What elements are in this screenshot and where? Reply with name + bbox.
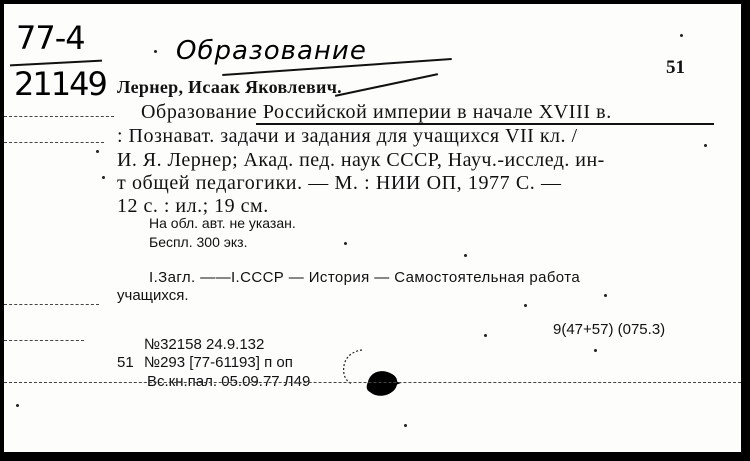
scan-speck [344,242,347,245]
author-heading: Лернер, Исаак Яковлевич. [117,77,342,97]
record-line-2: №293 [77-61193] п оп [144,354,293,371]
ruled-line-guide-5 [4,340,84,341]
note-line-2: Беспл. 300 экз. [149,234,248,250]
scan-speck [464,254,467,257]
handwritten-accession-bottom: 21149 [14,65,106,103]
scan-speck [594,349,597,352]
record-line-2-prefix: 51 [117,354,134,371]
scan-speck [16,404,19,407]
title-line-1: Образование Российской империи в начале XVIII в. [141,101,612,123]
subject-tracing-line-1: I.Загл. ——I.СССР — История — Самостоятельная работа [149,269,581,286]
scan-speck [154,50,157,53]
scan-speck [96,150,99,153]
classification-index: 9(47+57) (075.3) [553,321,666,338]
scan-speck [102,176,105,179]
title-line-4: т общей педагогики. — М. : НИИ ОП, 1977 С. — [117,172,562,194]
page-number: 51 [666,57,685,78]
library-catalog-card [4,4,741,452]
title-line-5: 12 с. : ил.; 19 см. [117,195,269,217]
subject-tracing-line-2: учащихся. [117,287,189,304]
ruled-line-guide-1 [4,382,741,383]
ruled-line-guide-4 [4,304,99,305]
scan-speck [604,294,607,297]
scan-speck [524,304,527,307]
bracket-curve-mark [336,346,366,386]
author-pen-stroke [335,73,438,97]
title-line-3: И. Я. Лернер; Акад. пед. наук СССР, Науч.-исслед. ин- [117,149,605,171]
scan-speck [484,334,487,337]
handwritten-subject-heading: Образование [176,36,367,66]
ruled-line-guide-3 [4,142,104,143]
record-line-1: №32158 24.9.132 [144,336,265,353]
record-line-3: Вс.кн.пал. 05.09.77 Л49 [147,373,311,390]
ruled-line-guide-2 [4,116,114,117]
note-line-1: На обл. авт. не указан. [149,215,296,231]
scan-speck [704,144,707,147]
ink-blot-mark [362,366,402,400]
handwritten-accession-top: 77-4 [16,19,85,57]
title-line-2: : Познават. задачи и задания для учащихся VII кл. / [117,125,578,147]
scan-speck [680,34,683,37]
scan-speck [404,424,407,427]
